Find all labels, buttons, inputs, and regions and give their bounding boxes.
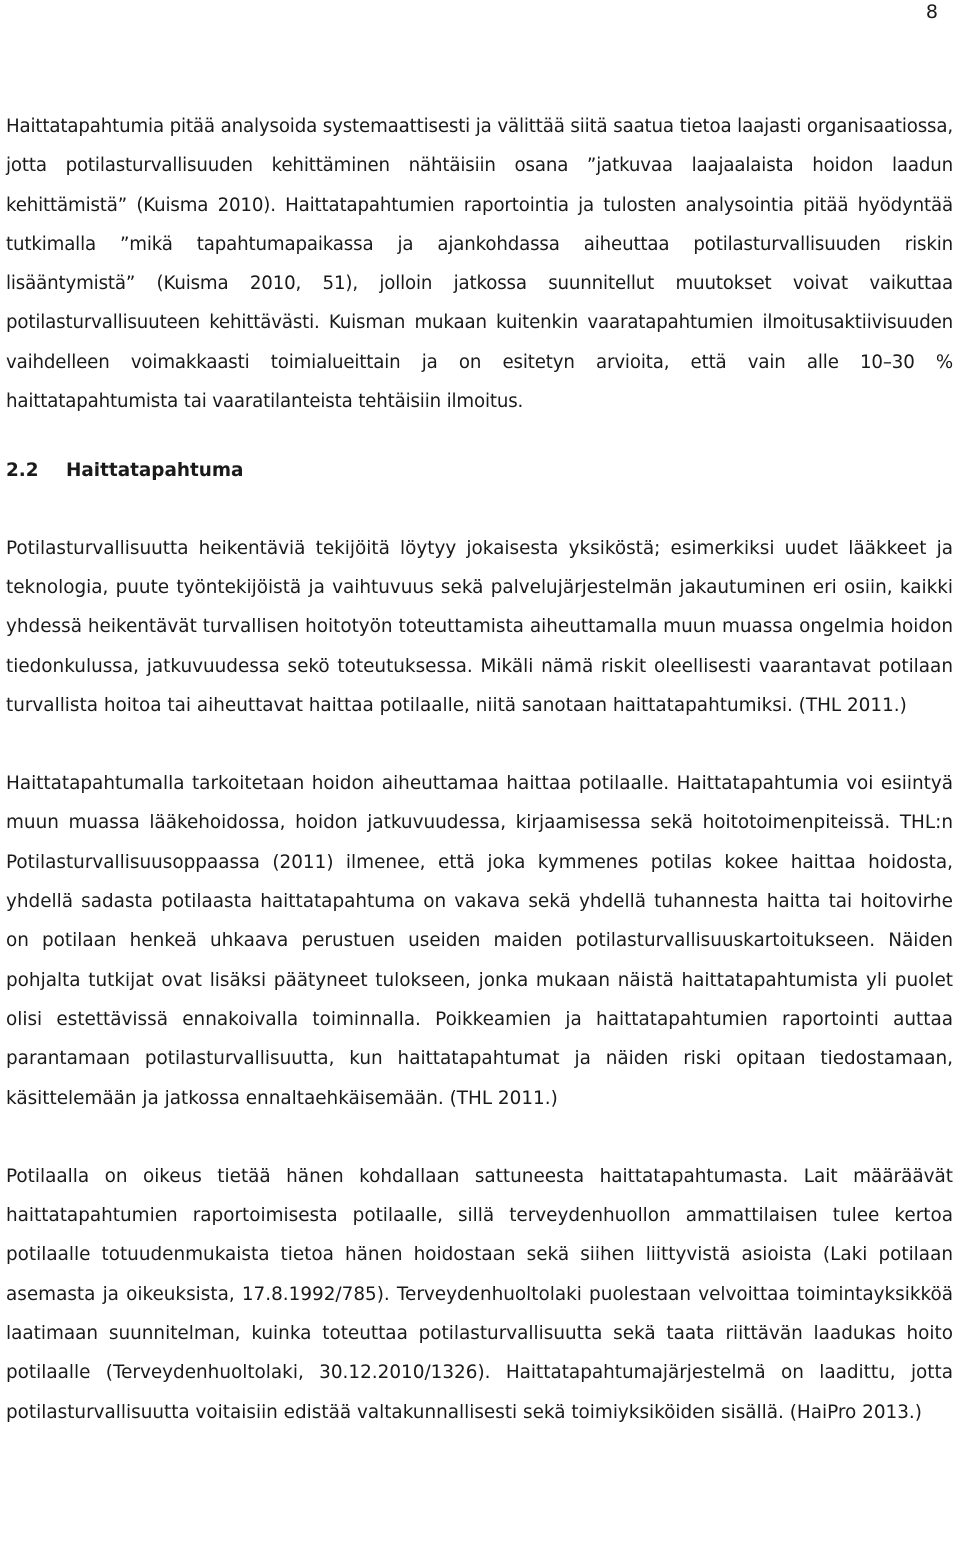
paragraph-1: Haittatapahtumia pitää analysoida systemaattisesti ja välittää siitä saatua tietoa laajasti organisaatiossa, jotta potilasturvallisuuden kehittäminen nähtäisiin osana ”jatkuvaa laajaalaista hoidon laadun kehittämistä” (Kuisma 2010). Haittatapahtumien raportointia ja tulosten analysointia pitää hyödyntää tutkimalla ”mikä tapahtumapaikassa ja ajankohdassa aiheuttaa potilasturvallisuuden riskin lisääntymistä” (Kuisma 2010, 51), jolloin jatkossa suunnitellut muutokset voivat vaikuttaa potilasturvallisuuteen kehittävästi. Kuisman mukaan kuitenkin vaaratapahtumien ilmoitusaktiivisuuden vaihdelleen voimakkaasti toimialueittain ja on esitetyn arvioita, että vain alle 10–30 % haittatapahtumista tai vaaratilanteista tehtäisiin ilmoitus. xyxy=(6,116,953,413)
paragraph-4: Potilaalla on oikeus tietää hänen kohdallaan sattuneesta haittatapahtumasta. Lait määräävät haittatapahtumien raportoimisesta potilaalle, sillä terveydenhuollon ammattilaisen tulee kertoa potilaalle totuudenmukaista tietoa hänen hoidostaan sekä siihen liittyvistä asioista (Laki potilaan asemasta ja oikeuksista, 17.8.1992/785). Terveydenhuoltolaki puolestaan velvoittaa toimintayksikköä laatimaan suunnitelman, kuinka toteuttaa potilasturvallisuutta sekä taata riittävän laadukas hoito potilaalle (Terveydenhuoltolaki, 30.12.2010/1326). Haittatapahtumajärjestelmä on laadittu, jotta potilasturvallisuutta voitaisiin edistää valtakunnallisesti sekä toimiyksiköiden sisällä. (HaiPro 2013.) xyxy=(6,1165,953,1423)
section-title: Haittatapahtuma xyxy=(66,460,244,482)
page-number: 8 xyxy=(925,1,938,23)
paragraph-2: Potilasturvallisuutta heikentäviä tekijöitä löytyy jokaisesta yksiköstä; esimerkiksi uudet lääkkeet ja teknologia, puute työntekijöistä ja vaihtuvuus sekä palvelujärjestelmän jakautuminen eri osiin, kaikki yhdessä heikentävät turvallisen hoitotyön toteuttamista aiheuttamalla muun muassa ongelmia hoidon tiedonkulussa, jatkuvuudessa sekö toteutuksessa. Mikäli nämä riskit oleellisesti vaarantavat potilaan turvallista hoitoa tai aiheuttavat haittaa potilaalle, niitä sanotaan haittatapahtumiksi. (THL 2011.) xyxy=(6,537,953,716)
document-body xyxy=(6,107,953,1432)
section-heading xyxy=(6,451,953,490)
paragraph-3: Haittatapahtumalla tarkoitetaan hoidon aiheuttamaa haittaa potilaalle. Haittatapahtumia voi esiintyä muun muassa lääkehoidossa, hoidon jatkuvuudessa, kirjaamisessa sekä hoitotoimenpiteissä. THL:n Potilasturvallisuusoppaassa (2011) ilmenee, että joka kymmenes potilas kokee haittaa hoidosta, yhdellä sadasta potilaasta haittatapahtuma on vakava sekä yhdellä tuhannesta haitta tai hoitovirhe on potilaan henkeä uhkaava perustuen useiden maiden potilasturvallisuuskartoitukseen. Näiden pohjalta tutkijat ovat lisäksi päätyneet tulokseen, jonka mukaan näistä haittatapahtumista yli puolet olisi estettävissä ennakoivalla toiminnalla. Poikkeamien ja haittatapahtumien raportointi auttaa parantamaan potilasturvallisuutta, kun haittatapahtumat ja näiden riski opitaan tiedostamaan, käsittelemään ja jatkossa ennaltaehkäisemään. (THL 2011.) xyxy=(6,773,953,1109)
section-number: 2.2 xyxy=(6,460,39,482)
